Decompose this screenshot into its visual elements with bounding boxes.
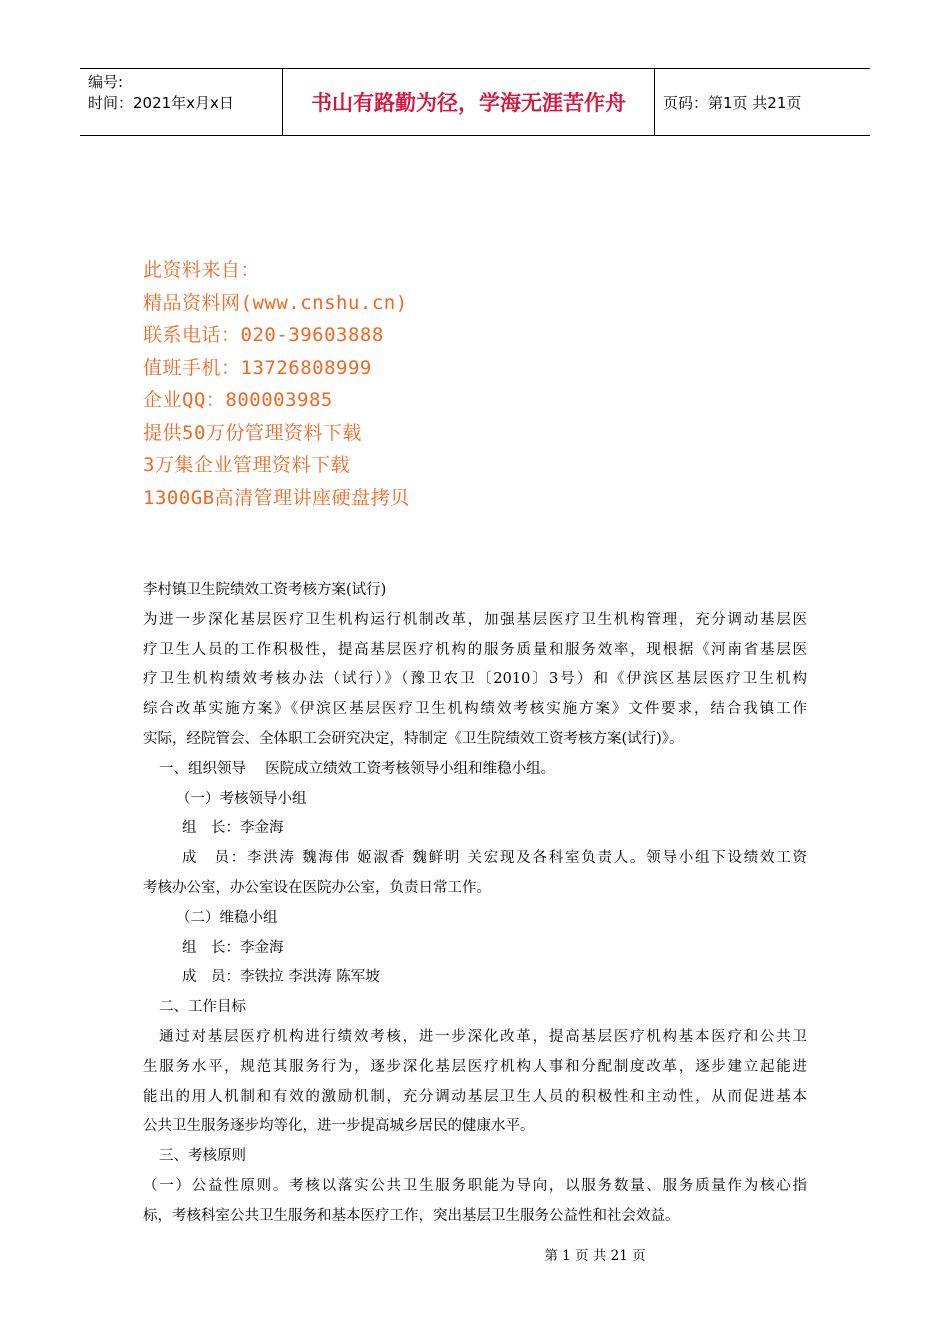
page-footer: [0, 1244, 950, 1264]
paragraph-line: 考核办公室，办公室设在医院办公室，负责日常工作。: [143, 879, 491, 896]
time-label: 时间：2021年x月x日: [88, 94, 234, 112]
paragraph-line: （一）公益性原则。考核以落实公共卫生服务职能为导向，以服务数量、服务质量作为核心指: [143, 1177, 807, 1194]
document-title: 李村镇卫生院绩效工资考核方案(试行): [143, 582, 387, 598]
paragraph-line: 疗卫生人员的工作积极性，提高基层医疗机构的服务质量和服务效率，现根据《河南省基层医: [143, 641, 807, 658]
paragraph-line: 通过对基层医疗机构进行绩效考核，进一步深化改革，提高基层医疗机构基本医疗和公共卫: [159, 1028, 807, 1045]
member-line: 成 员：李洪涛 魏海伟 姬淑香 魏鲜明 关宏现及各科室负责人。领导小组下设绩效工资: [182, 850, 807, 867]
paragraph-line: 综合改革实施方案》《伊滨区基层医疗卫生机构绩效考核实施方案》文件要求，结合我镇工作: [143, 701, 807, 718]
member-line: 组 长：李金海: [182, 939, 284, 956]
ad-line: 联系电话：020-39603888: [143, 324, 384, 346]
header-left-cell: [80, 69, 282, 135]
section-heading: 一、组织领导 医院成立绩效工资考核领导小组和维稳小组。: [159, 760, 556, 777]
ad-line: 1300GB高清管理讲座硬盘拷贝: [143, 486, 410, 509]
ad-line: 此资料来自：: [143, 259, 261, 281]
advertisement-block: [143, 254, 410, 514]
ad-line: 精品资料网(www.cnshu.cn): [143, 291, 408, 314]
page-info: 页码：第1页 共21页: [663, 93, 802, 112]
paragraph-line: 能出的用人机制和有效的激励机制，充分调动基层卫生人员的积极性和主动性，从而促进基本: [143, 1088, 807, 1105]
section-heading: 三、考核原则: [159, 1148, 246, 1165]
paragraph-line: 为进一步深化基层医疗卫生机构运行机制改革，加强基层医疗卫生机构管理，充分调动基层医: [143, 611, 807, 628]
paragraph-line: 生服务水平，规范其服务行为，逐步深化基层医疗机构人事和分配制度改革，逐步建立起能进: [143, 1058, 807, 1075]
number-label: 编号:: [88, 73, 124, 91]
ad-line: 3万集企业管理资料下载: [143, 454, 350, 476]
subsection-heading: （二）维稳小组: [176, 909, 278, 926]
subsection-heading: （一）考核领导小组: [176, 790, 307, 807]
member-line: 组 长：李金海: [182, 820, 284, 837]
header-table: [80, 68, 870, 136]
paragraph-line: 实际，经院管会、全体职工会研究决定，特制定《卫生院绩效工资考核方案(试行)》。: [143, 730, 684, 747]
ad-line: 值班手机：13726808999: [143, 356, 372, 379]
motto: 书山有路勤为径，学海无涯苦作舟: [311, 91, 626, 115]
footer-page-number: 第 1 页 共 21 页: [544, 1248, 646, 1264]
paragraph-line: 疗卫生机构绩效考核办法（试行）》（豫卫农卫〔2010〕3号）和《伊滨区基层医疗卫生机构: [143, 671, 807, 688]
member-line: 成 员：李铁拉 李洪涛 陈军坡: [182, 969, 380, 986]
section-heading: 二、工作目标: [159, 999, 246, 1016]
paragraph-line: 公共卫生服务逐步均等化，进一步提高城乡居民的健康水平。: [143, 1118, 535, 1135]
header-motto-cell: [282, 69, 655, 135]
ad-line: 企业QQ：800003985: [143, 389, 333, 411]
header-page-cell: [655, 69, 870, 135]
paragraph-line: 标，考核科室公共卫生服务和基本医疗工作，突出基层卫生服务公益性和社会效益。: [143, 1207, 680, 1224]
document-body: [143, 576, 807, 1232]
ad-line: 提供50万份管理资料下载: [143, 421, 362, 444]
